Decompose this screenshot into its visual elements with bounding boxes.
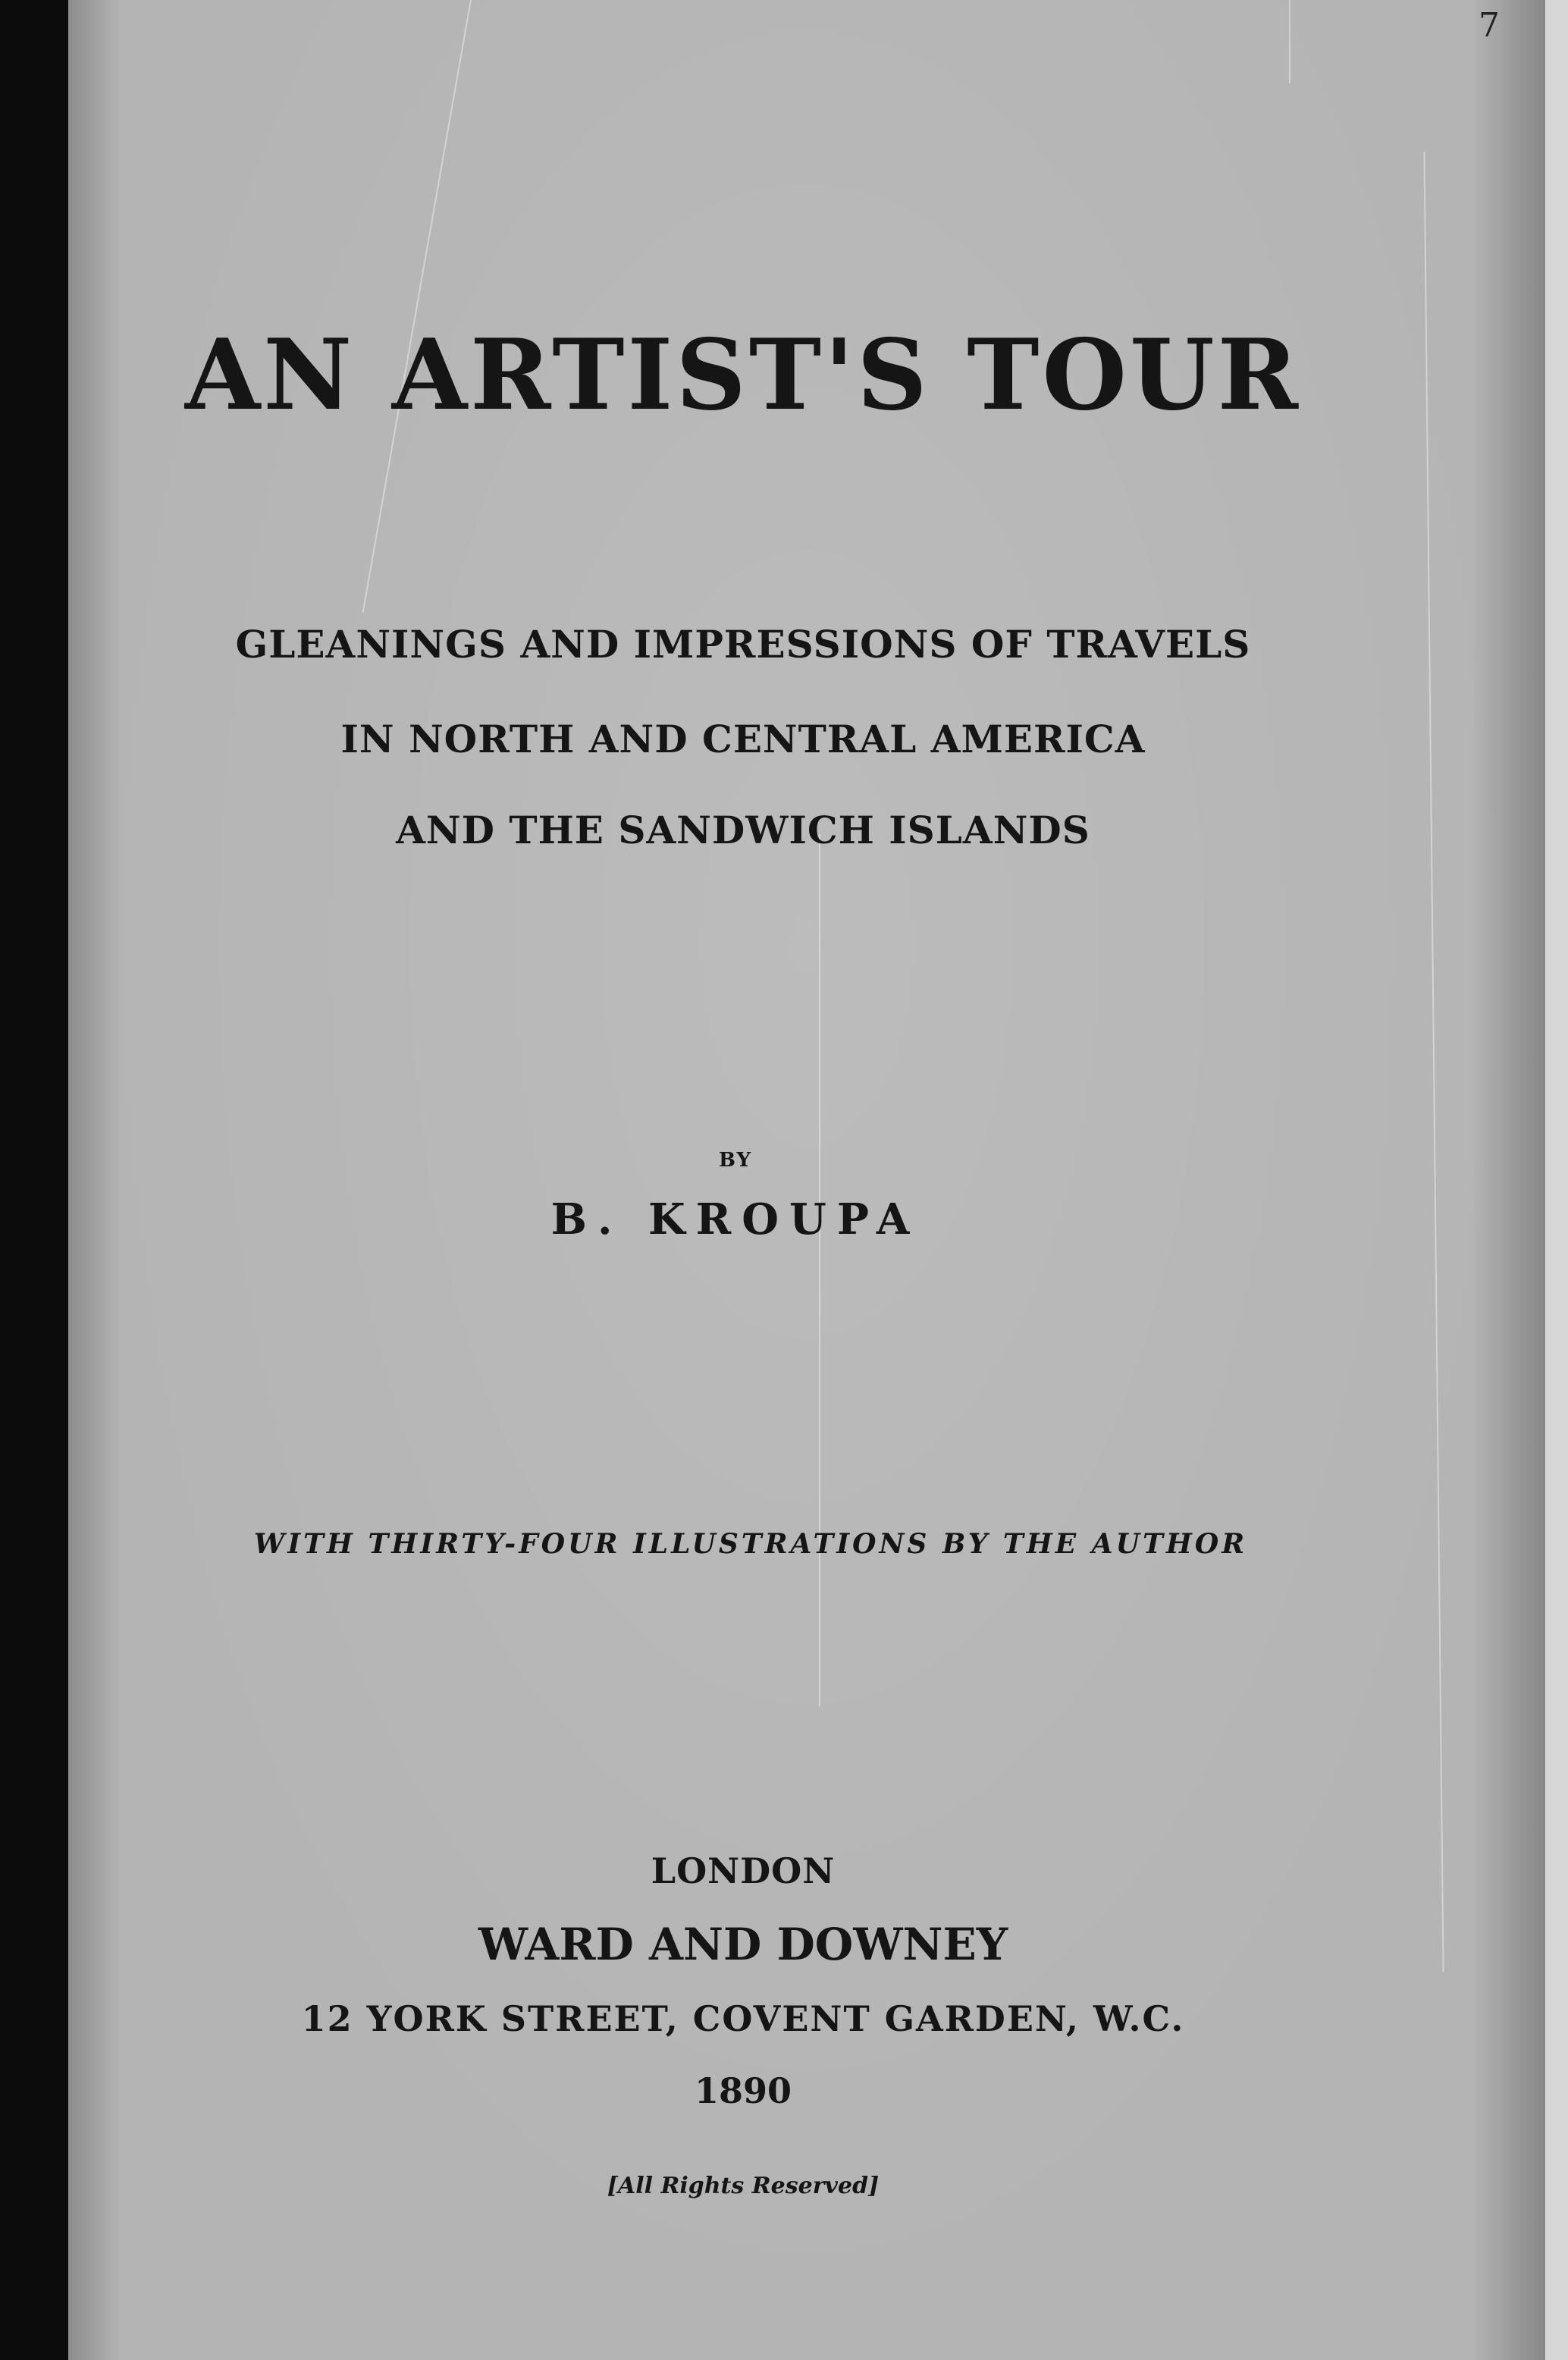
imprint-place: LONDON xyxy=(651,1850,836,1891)
subtitle-line-3: AND THE SANDWICH ISLANDS xyxy=(396,808,1090,852)
rights-notice: [All Rights Reserved] xyxy=(607,2173,880,2199)
subtitle-line-1: GLEANINGS AND IMPRESSIONS OF TRAVELS xyxy=(235,622,1251,667)
by-label: BY xyxy=(718,1149,753,1172)
author-name: B. KROUPA xyxy=(550,1194,920,1244)
illustrations-note: WITH THIRTY-FOUR ILLUSTRATIONS BY THE AUTHOR xyxy=(253,1528,1248,1560)
film-scratch xyxy=(819,834,820,1706)
imprint-publisher: WARD AND DOWNEY xyxy=(478,1919,1008,1970)
film-scratch xyxy=(1289,0,1290,83)
page-edge xyxy=(1545,0,1568,2360)
imprint-year: 1890 xyxy=(694,2070,792,2111)
imprint-address: 12 YORK STREET, COVENT GARDEN, W.C. xyxy=(301,1998,1185,2039)
corner-mark: 7 xyxy=(1479,6,1500,45)
book-title: AN ARTIST'S TOUR xyxy=(184,319,1302,432)
subtitle-line-2: IN NORTH AND CENTRAL AMERICA xyxy=(340,717,1146,761)
